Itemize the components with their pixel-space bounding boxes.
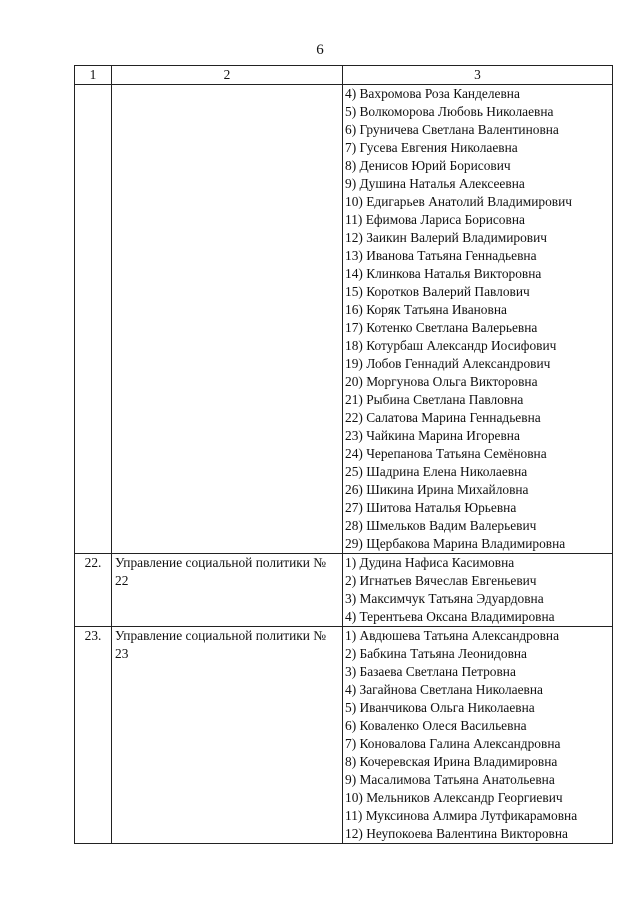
column-header-organization: 2 xyxy=(112,66,343,85)
member-name: 7) Гусева Евгения Николаевна xyxy=(345,140,518,155)
member-name: 11) Муксинова Алмира Лутфикарамовна xyxy=(345,808,578,823)
member-name: 8) Денисов Юрий Борисович xyxy=(345,158,511,173)
member-list xyxy=(343,85,613,554)
table-row xyxy=(75,627,613,844)
member-name: 5) Иванчикова Ольга Николаевна xyxy=(345,700,535,715)
table-header-row xyxy=(75,66,613,85)
member-name: 14) Клинкова Наталья Викторовна xyxy=(345,266,542,281)
member-name: 28) Шмельков Вадим Валерьевич xyxy=(345,518,537,533)
member-name: 6) Коваленко Олеся Васильевна xyxy=(345,718,527,733)
member-name: 9) Душина Наталья Алексеевна xyxy=(345,176,525,191)
member-name: 22) Салатова Марина Геннадьевна xyxy=(345,410,541,425)
table-row xyxy=(75,554,613,627)
member-name: 10) Мельников Александр Георгиевич xyxy=(345,790,563,805)
member-name: 8) Кочеревская Ирина Владимировна xyxy=(345,754,558,769)
member-name: 1) Дудина Нафиса Касимовна xyxy=(345,555,515,570)
member-name: 26) Шикина Ирина Михайловна xyxy=(345,482,529,497)
member-name: 4) Вахромова Роза Канделевна xyxy=(345,86,520,101)
member-list xyxy=(343,627,613,844)
member-list xyxy=(343,554,613,627)
member-name: 16) Коряк Татьяна Ивановна xyxy=(345,302,507,317)
member-name: 12) Неупокоева Валентина Викторовна xyxy=(345,826,568,841)
member-name: 24) Черепанова Татьяна Семёновна xyxy=(345,446,547,461)
member-name: 11) Ефимова Лариса Борисовна xyxy=(345,212,525,227)
member-name: 1) Авдюшева Татьяна Александровна xyxy=(345,628,560,643)
row-number xyxy=(75,85,112,554)
member-name: 12) Заикин Валерий Владимирович xyxy=(345,230,547,245)
member-name: 25) Шадрина Елена Николаевна xyxy=(345,464,528,479)
organization-name xyxy=(112,85,343,554)
row-number: 23. xyxy=(75,627,112,844)
member-name: 15) Коротков Валерий Павлович xyxy=(345,284,530,299)
member-name: 5) Волкоморова Любовь Николаевна xyxy=(345,104,554,119)
organization-name: Управление социальной политики № 22 xyxy=(112,554,343,627)
member-name: 2) Игнатьев Вячеслав Евгеньевич xyxy=(345,573,537,588)
member-name: 21) Рыбина Светлана Павловна xyxy=(345,392,524,407)
column-header-names: 3 xyxy=(343,66,613,85)
member-name: 6) Груничева Светлана Валентиновна xyxy=(345,122,559,137)
member-name: 13) Иванова Татьяна Геннадьевна xyxy=(345,248,537,263)
member-name: 23) Чайкина Марина Игоревна xyxy=(345,428,520,443)
member-name: 20) Моргунова Ольга Викторовна xyxy=(345,374,538,389)
member-name: 4) Загайнова Светлана Николаевна xyxy=(345,682,543,697)
member-name: 3) Максимчук Татьяна Эдуардовна xyxy=(345,591,544,606)
member-name: 10) Едигарьев Анатолий Владимирович xyxy=(345,194,572,209)
member-name: 18) Котурбаш Александр Иосифович xyxy=(345,338,557,353)
member-name: 27) Шитова Наталья Юрьевна xyxy=(345,500,517,515)
table-row xyxy=(75,85,613,554)
member-name: 17) Котенко Светлана Валерьевна xyxy=(345,320,538,335)
column-header-number: 1 xyxy=(75,66,112,85)
row-number: 22. xyxy=(75,554,112,627)
member-name: 19) Лобов Геннадий Александрович xyxy=(345,356,551,371)
member-name: 29) Щербакова Марина Владимировна xyxy=(345,536,566,551)
member-name: 4) Терентьева Оксана Владимировна xyxy=(345,609,555,624)
member-name: 3) Базаева Светлана Петровна xyxy=(345,664,516,679)
member-name: 9) Масалимова Татьяна Анатольевна xyxy=(345,772,555,787)
organization-name: Управление социальной политики № 23 xyxy=(112,627,343,844)
page-number: 6 xyxy=(316,42,324,58)
member-name: 7) Коновалова Галина Александровна xyxy=(345,736,561,751)
document-table xyxy=(74,65,613,844)
member-name: 2) Бабкина Татьяна Леонидовна xyxy=(345,646,527,661)
